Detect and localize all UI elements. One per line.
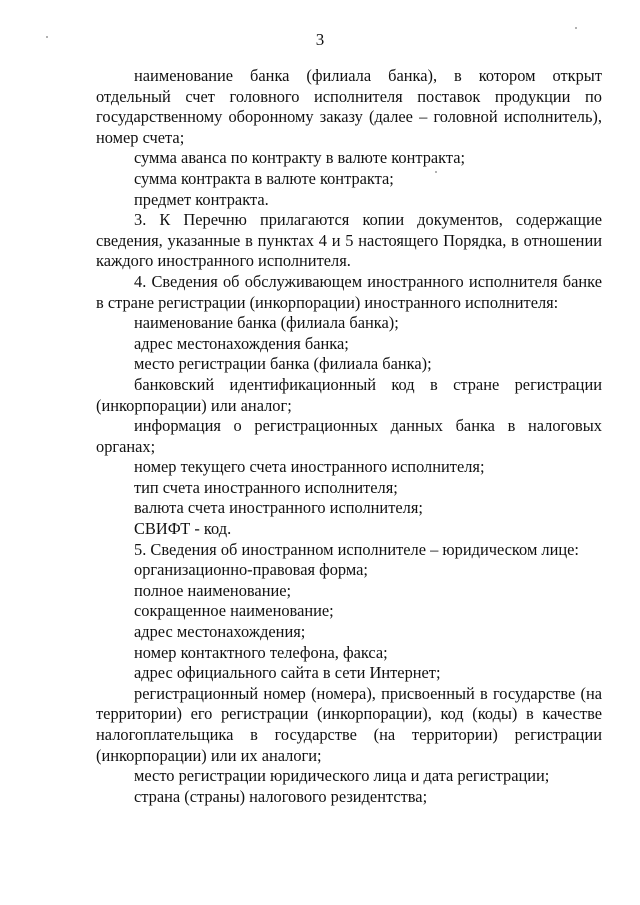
paragraph-bank-name-account: наименование банка (филиала банка), в котором открыт отдельный счет головного исполнителя поставок продукции по государственному оборонному заказу (далее – головной исполнитель), номер счета; <box>96 66 602 147</box>
scan-speck <box>46 36 48 38</box>
scan-speck <box>575 27 577 29</box>
paragraph-account-type: тип счета иностранного исполнителя; <box>134 477 398 497</box>
paragraph-account-currency: валюта счета иностранного исполнителя; <box>134 498 423 518</box>
paragraph-bank-identification-code: банковский идентификационный код в стране регистрации (инкорпорации) или аналог; <box>96 374 602 415</box>
paragraph-phone-fax: номер контактного телефона, факса; <box>134 642 388 662</box>
paragraph-swift-code: СВИФТ - код. <box>134 519 232 539</box>
page-number: 3 <box>315 30 325 49</box>
paragraph-account-number: номер текущего счета иностранного исполнителя; <box>134 457 485 477</box>
paragraph-legal-form: организационно-правовая форма; <box>134 560 368 580</box>
paragraph-full-name: полное наименование; <box>134 580 292 600</box>
paragraph-bank-tax-info: информация о регистрационных данных банка в налоговых органах; <box>96 416 602 456</box>
paragraph-bank-branch-name: наименование банка (филиала банка); <box>134 313 399 333</box>
paragraph-contract-subject: предмет контракта. <box>134 189 269 209</box>
paragraph-bank-registration-place: место регистрации банка (филиала банка); <box>134 354 432 374</box>
paragraph-section-5: 5. Сведения об иностранном исполнителе – юридическом лице: <box>134 539 579 559</box>
paragraph-bank-address: адрес местонахождения банка; <box>134 333 349 353</box>
paragraph-location-address: адрес местонахождения; <box>134 622 306 642</box>
paragraph-registration-place-date: место регистрации юридического лица и дата регистрации; <box>134 766 550 786</box>
scan-speck <box>435 171 437 173</box>
paragraph-section-3: 3. К Перечню прилагаются копии документов, содержащие сведения, указанные в пунктах 4 и 5 настоящего Порядка, в отношении каждого иностранного исполнителя. <box>96 210 602 271</box>
paragraph-contract-sum: сумма контракта в валюте контракта; <box>134 168 394 188</box>
paragraph-advance-sum: сумма аванса по контракту в валюте контракта; <box>134 148 466 168</box>
paragraph-website: адрес официального сайта в сети Интернет; <box>134 663 441 683</box>
paragraph-registration-numbers: регистрационный номер (номера), присвоенный в государстве (на территории) его регистрации (инкорпорации), код (коды) в качестве налогоплательщика в государстве (на территории) регистрации (инкорпорации) или их аналоги; <box>96 683 602 765</box>
document-body <box>96 66 602 807</box>
paragraph-tax-residency: страна (страны) налогового резидентства; <box>134 786 428 806</box>
paragraph-section-4: 4. Сведения об обслуживающем иностранного исполнителя банке в стране регистрации (инкорпорации) иностранного исполнителя: <box>96 271 602 312</box>
paragraph-short-name: сокращенное наименование; <box>134 601 334 621</box>
